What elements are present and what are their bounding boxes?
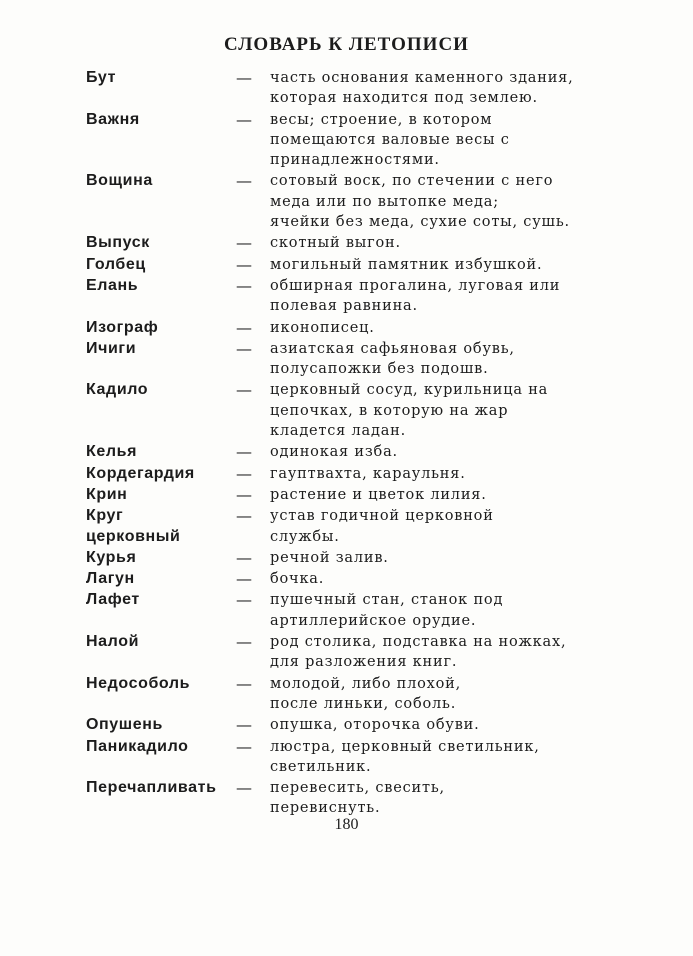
entry-dash: —	[236, 68, 252, 87]
entry-term: Келья	[86, 443, 137, 461]
glossary-entry	[86, 442, 631, 462]
entry-definition: весы; строение, в котором помещаются валовые весы с принадлежностями.	[270, 111, 510, 169]
entry-dash: —	[236, 778, 252, 798]
entry-dash: —	[236, 547, 252, 567]
entry-term: Круг церковный	[86, 507, 181, 545]
entry-definition: перевесить, свесить, перевиснуть.	[270, 780, 445, 817]
entry-dash: —	[236, 380, 252, 400]
entry-definition: опушка, оторочка обуви.	[270, 717, 480, 734]
entry-definition: люстра, церковный светильник, светильник.	[270, 738, 540, 775]
entry-definition: растение и цветок лилия.	[270, 486, 487, 503]
glossary-entry	[86, 715, 631, 735]
entry-definition: одинокая изба.	[270, 444, 398, 461]
glossary-entry	[86, 276, 631, 317]
entry-definition: часть основания каменного здания, которая находится под землею.	[270, 70, 574, 107]
entry-definition: церковный сосуд, курильница на цепочках, в которую на жар кладется ладан.	[270, 382, 549, 440]
entry-term: Лагун	[86, 570, 135, 588]
entry-term: Перечапливать	[86, 779, 217, 797]
glossary-entry	[86, 233, 631, 253]
entry-definition: сотовый воск, по стечении с него меда или по вытопке меда; ячейки без меда, сухие соты, сушь.	[270, 173, 570, 231]
entry-definition: обширная прогалина, луговая или полевая равнина.	[270, 277, 561, 315]
entry-definition: иконописец.	[270, 319, 375, 336]
entry-definition: скотный выгон.	[270, 235, 401, 252]
entry-dash: —	[236, 736, 252, 756]
entry-term: Недособоль	[86, 674, 191, 692]
entry-dash: —	[236, 275, 252, 295]
entry-dash: —	[236, 590, 252, 610]
entry-dash: —	[236, 233, 252, 253]
entry-term: Важня	[86, 110, 140, 128]
entry-term: Кордегардия	[86, 464, 195, 482]
entry-term: Вощина	[86, 172, 153, 190]
entry-definition: гауптвахта, караульня.	[270, 465, 466, 482]
entry-term: Кадило	[86, 381, 149, 399]
entry-term: Паникадило	[86, 737, 189, 755]
glossary-entry	[86, 255, 631, 275]
glossary-entry	[86, 674, 631, 715]
glossary-entry	[86, 464, 631, 484]
entry-term: Опушень	[86, 716, 163, 734]
glossary-entry	[86, 68, 631, 109]
entry-definition: могильный памятник избушкой.	[270, 256, 543, 273]
entry-definition: род столика, подставка на ножках, для разложения книг.	[270, 634, 567, 671]
entry-term: Елань	[86, 276, 139, 294]
entry-dash: —	[236, 338, 252, 358]
entry-definition: бочка.	[270, 571, 325, 588]
entry-dash: —	[236, 317, 252, 337]
entry-term: Ичиги	[86, 339, 137, 357]
entry-dash: —	[236, 463, 252, 483]
entry-dash: —	[236, 254, 252, 274]
glossary-entry	[86, 485, 631, 505]
entry-dash: —	[236, 442, 252, 462]
entry-dash: —	[236, 715, 252, 735]
glossary-entry	[86, 548, 631, 568]
entry-definition: азиатская сафьяновая обувь, полусапожки без подошв.	[270, 340, 515, 378]
entry-dash: —	[236, 632, 252, 652]
glossary-entry	[86, 339, 631, 380]
entry-term: Курья	[86, 548, 137, 566]
glossary-entry	[86, 569, 631, 589]
entry-definition: речной залив.	[270, 549, 389, 566]
entry-term: Выпуск	[86, 234, 150, 252]
glossary-entry	[86, 506, 631, 547]
entry-term: Налой	[86, 633, 140, 651]
entry-dash: —	[236, 109, 252, 129]
page-number: 180	[334, 816, 359, 833]
glossary-entry	[86, 737, 631, 778]
entry-dash: —	[236, 673, 252, 693]
entry-term: Лафет	[86, 591, 140, 609]
glossary-entry	[86, 590, 631, 631]
entry-dash: —	[236, 171, 252, 191]
entry-term: Голбец	[86, 255, 146, 273]
page-title: СЛОВАРЬ К ЛЕТОПИСИ	[224, 34, 469, 55]
entry-definition: пушечный стан, станок под артиллерийское орудие.	[270, 592, 504, 629]
entry-term: Бут	[86, 69, 117, 86]
entry-term: Изограф	[86, 318, 159, 336]
glossary-entry	[86, 380, 631, 441]
entry-dash: —	[236, 506, 252, 526]
entry-definition: молодой, либо плохой, после линьки, соболь.	[270, 675, 462, 712]
entry-definition: устав годичной церковной службы.	[270, 508, 494, 545]
glossary-entry	[86, 171, 631, 232]
glossary-list	[86, 68, 631, 820]
glossary-entry	[86, 632, 631, 673]
entry-dash: —	[236, 484, 252, 504]
entry-term: Крин	[86, 485, 128, 503]
glossary-entry	[86, 110, 631, 171]
glossary-entry	[86, 778, 631, 819]
entry-dash: —	[236, 569, 252, 589]
glossary-entry	[86, 318, 631, 338]
